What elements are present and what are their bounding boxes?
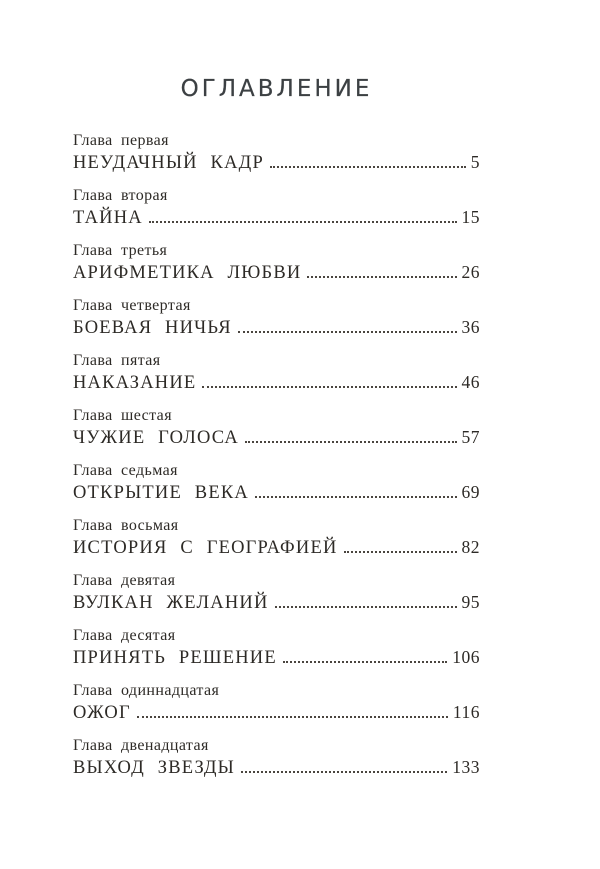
chapter-line: [73, 756, 480, 779]
chapter-title: ЧУЖИЕ ГОЛОСА: [73, 427, 239, 448]
dot-leader: [202, 386, 456, 388]
page-number: 95: [461, 591, 480, 612]
chapter-title: НЕУДАЧНЫЙ КАДР: [73, 152, 264, 173]
chapter-line: [73, 591, 480, 614]
page-number: 82: [461, 536, 480, 557]
chapter-line: [73, 536, 480, 559]
dot-leader: [283, 661, 447, 663]
chapter-title: БОЕВАЯ НИЧЬЯ: [73, 317, 232, 338]
chapter-label: Глава одиннадцатая: [73, 682, 220, 699]
toc-entry-8: [73, 517, 480, 559]
page-number: 26: [461, 261, 480, 282]
chapter-label: Глава четвертая: [73, 297, 191, 314]
dot-leader: [307, 276, 456, 278]
page-number: 5: [470, 151, 480, 172]
toc-entry-7: [73, 462, 480, 504]
chapter-line: [73, 701, 480, 724]
chapter-label: Глава десятая: [73, 627, 176, 644]
toc-entry-2: [73, 187, 480, 229]
chapter-line: [73, 261, 480, 284]
dot-leader: [245, 441, 457, 443]
toc-entry-12: [73, 737, 480, 779]
chapter-line: [73, 206, 480, 229]
chapter-title: ОЖОГ: [73, 702, 131, 723]
chapter-label: Глава девятая: [73, 572, 176, 589]
chapter-title: ВУЛКАН ЖЕЛАНИЙ: [73, 592, 269, 613]
toc-entry-9: [73, 572, 480, 614]
page-number: 69: [461, 481, 480, 502]
dot-leader: [270, 166, 466, 168]
toc-entry-10: [73, 627, 480, 669]
chapter-label: Глава вторая: [73, 187, 168, 204]
chapter-label: Глава двенадцатая: [73, 737, 209, 754]
dot-leader: [255, 496, 457, 498]
toc-entry-11: [73, 682, 480, 724]
page-number: 116: [452, 701, 480, 722]
dot-leader: [241, 771, 447, 773]
chapter-line: [73, 481, 480, 504]
chapter-title: ИСТОРИЯ С ГЕОГРАФИЕЙ: [73, 537, 338, 558]
chapter-label: Глава шестая: [73, 407, 172, 424]
chapter-title: ВЫХОД ЗВЕЗДЫ: [73, 757, 236, 778]
page-number: 133: [452, 756, 480, 777]
chapter-line: [73, 426, 480, 449]
page-number: 106: [452, 646, 480, 667]
page-title: ОГЛАВЛЕНИЕ: [180, 76, 373, 102]
page-number: 57: [461, 426, 480, 447]
toc-entry-4: [73, 297, 480, 339]
chapter-label: Глава восьмая: [73, 517, 179, 534]
dot-leader: [149, 221, 457, 223]
dot-leader: [238, 331, 457, 333]
dot-leader: [137, 716, 448, 718]
toc-entry-5: [73, 352, 480, 394]
chapter-label: Глава пятая: [73, 352, 161, 369]
chapter-title: ПРИНЯТЬ РЕШЕНИЕ: [73, 647, 277, 668]
toc-entry-6: [73, 407, 480, 449]
page-number: 46: [461, 371, 480, 392]
chapter-label: Глава первая: [73, 132, 169, 149]
chapter-title: ОТКРЫТИЕ ВЕКА: [73, 482, 249, 503]
toc-entry-1: [73, 132, 480, 174]
chapter-line: [73, 371, 480, 394]
chapter-line: [73, 316, 480, 339]
chapter-title: АРИФМЕТИКА ЛЮБВИ: [73, 262, 302, 283]
chapter-line: [73, 646, 480, 669]
dot-leader: [275, 606, 457, 608]
page-number: 15: [461, 206, 480, 227]
dot-leader: [344, 551, 457, 553]
page-number: 36: [461, 316, 480, 337]
chapter-title: ТАЙНА: [73, 207, 143, 228]
toc-entry-3: [73, 242, 480, 284]
chapter-title: НАКАЗАНИЕ: [73, 372, 197, 393]
chapter-label: Глава седьмая: [73, 462, 178, 479]
chapter-label: Глава третья: [73, 242, 168, 259]
chapter-line: [73, 151, 480, 174]
